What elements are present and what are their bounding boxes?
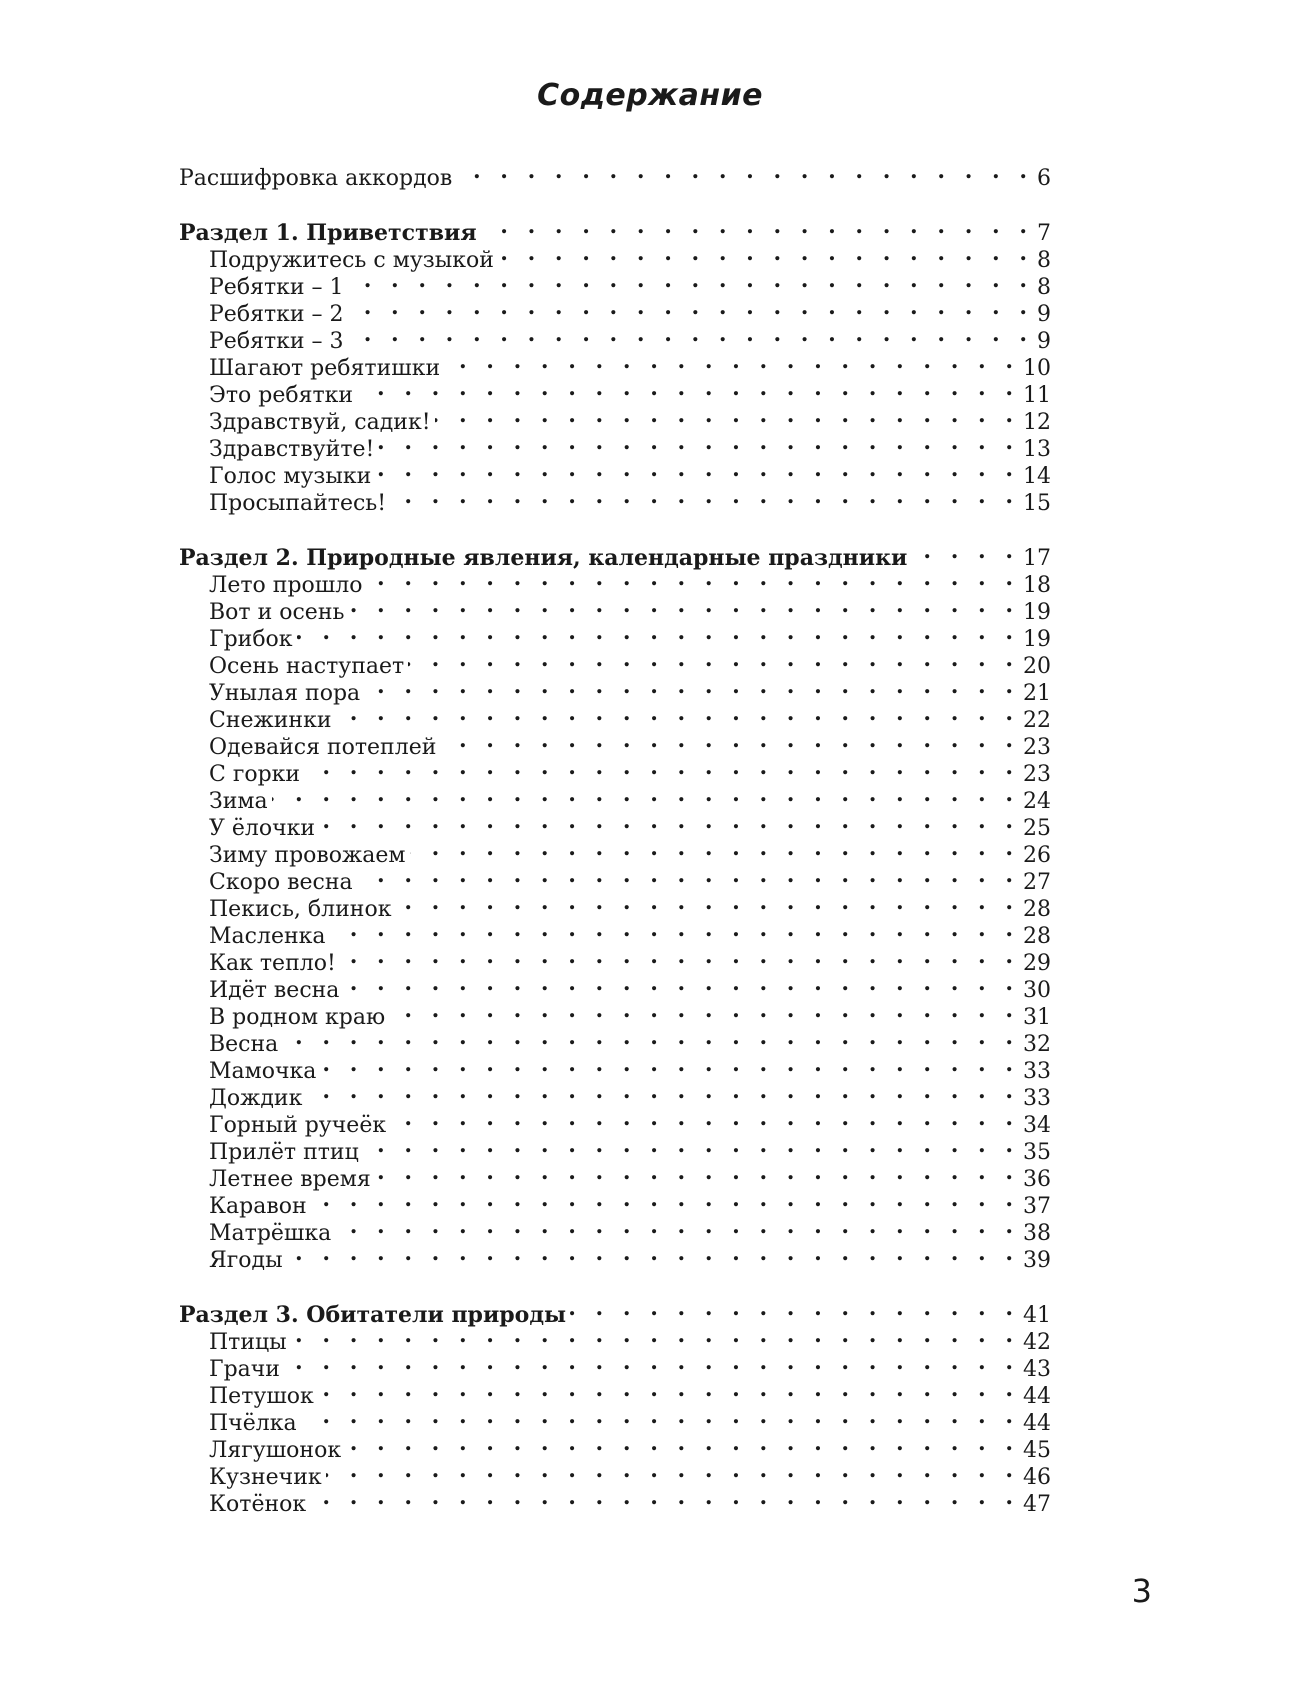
- toc-entry-label: Ребятки – 1: [209, 275, 344, 300]
- toc-entry-label: Лето прошло: [209, 573, 363, 598]
- toc-entry-label: Здравствуйте!: [209, 437, 375, 462]
- dot-leader: [375, 456, 1019, 483]
- dot-leader: [357, 375, 1019, 402]
- dot-leader: [301, 1403, 1019, 1430]
- toc-entry-page: 7: [1037, 221, 1051, 246]
- toc-entry-label: Здравствуй, садик!: [209, 410, 431, 435]
- toc-entry-page: 19: [1023, 627, 1051, 652]
- toc-entry-label: Ягоды: [209, 1248, 283, 1273]
- dot-leader: [319, 808, 1019, 835]
- dot-leader: [410, 835, 1019, 862]
- dot-leader: [375, 1159, 1019, 1186]
- dot-leader: [348, 267, 1033, 294]
- toc-entry-label: Зиму провожаем: [209, 843, 406, 868]
- toc-entry-page: 21: [1023, 681, 1051, 706]
- dot-leader: [297, 619, 1019, 646]
- toc-entry-label: Горный ручеёк: [209, 1113, 387, 1138]
- toc-item[interactable]: [179, 1051, 1051, 1084]
- dot-leader: [357, 862, 1019, 889]
- toc-item[interactable]: [179, 781, 1051, 814]
- toc-entry-page: 9: [1037, 329, 1051, 354]
- toc-entry-page: 44: [1023, 1411, 1051, 1436]
- toc-entry-label: Дождик: [209, 1086, 303, 1111]
- toc-entry-page: 41: [1023, 1303, 1051, 1328]
- toc-item[interactable]: [179, 1105, 1051, 1138]
- toc-entry-label: Прилёт птиц: [209, 1140, 359, 1165]
- toc-entry-page: 12: [1023, 410, 1051, 435]
- toc-entry-label: Раздел 1. Приветствия: [179, 220, 477, 246]
- dot-leader: [306, 1078, 1019, 1105]
- toc-item[interactable]: [179, 1078, 1051, 1111]
- toc-entry-page: 29: [1023, 951, 1051, 976]
- dot-leader: [291, 1322, 1019, 1349]
- dot-leader: [389, 997, 1019, 1024]
- dot-leader: [390, 1105, 1019, 1132]
- page-number: 3: [1131, 1572, 1152, 1610]
- toc-entry-page: 28: [1023, 897, 1051, 922]
- dot-leader: [318, 1376, 1019, 1403]
- toc-entry-page: 11: [1023, 383, 1051, 408]
- toc-entry-page: 14: [1023, 464, 1051, 489]
- dot-leader: [395, 889, 1019, 916]
- section-gap: [179, 1267, 1051, 1295]
- toc-entry-label: Кузнечик: [209, 1465, 322, 1490]
- dot-leader: [335, 1213, 1019, 1240]
- dot-leader: [456, 158, 1033, 185]
- toc-entry-page: 38: [1023, 1221, 1051, 1246]
- toc-entry-label: Птицы: [209, 1330, 287, 1355]
- toc-entry-label: Снежинки: [209, 708, 332, 733]
- dot-leader: [481, 213, 1033, 240]
- toc-entry-label: Зима: [209, 789, 268, 814]
- dot-leader: [348, 321, 1033, 348]
- dot-leader: [326, 1457, 1019, 1484]
- dot-leader: [272, 781, 1019, 808]
- toc-entry-label: Подружитесь с музыкой: [209, 248, 494, 273]
- toc-entry-label: Летнее время: [209, 1167, 371, 1192]
- toc-entry-label: Одевайся потеплей: [209, 735, 437, 760]
- toc-item[interactable]: [179, 1403, 1051, 1436]
- toc-entry-page: 25: [1023, 816, 1051, 841]
- toc-entry-label: Скоро весна: [209, 870, 353, 895]
- toc-entry-page: 34: [1023, 1113, 1051, 1138]
- toc-item[interactable]: [179, 1322, 1051, 1355]
- toc-entry-label: Матрёшка: [209, 1221, 332, 1246]
- toc-entry-page: 37: [1023, 1194, 1051, 1219]
- toc-entry-label: Голос музыки: [209, 464, 372, 489]
- dot-leader: [366, 565, 1019, 592]
- toc-entry-label: Грачи: [209, 1357, 280, 1382]
- dot-leader: [340, 943, 1019, 970]
- toc-item[interactable]: [179, 1430, 1051, 1463]
- dot-leader: [330, 916, 1020, 943]
- toc-entry-page: 27: [1023, 870, 1051, 895]
- dot-leader: [364, 673, 1019, 700]
- toc-item[interactable]: [179, 1240, 1051, 1273]
- toc-entry-label: Масленка: [209, 924, 326, 949]
- dot-leader: [408, 646, 1019, 673]
- toc-entry-label: Вот и осень: [209, 600, 345, 625]
- toc-item[interactable]: [179, 1213, 1051, 1246]
- toc-entry-page: 10: [1023, 356, 1051, 381]
- toc-entry-page: 20: [1023, 654, 1051, 679]
- toc-item[interactable]: [179, 1484, 1051, 1517]
- toc-entry-label: Мамочка: [209, 1059, 317, 1084]
- toc-entry-label: Грибок: [209, 627, 293, 652]
- toc-entry-label: Весна: [209, 1032, 279, 1057]
- toc-entry-label: Лягушонок: [209, 1438, 342, 1463]
- toc-entry-label: Раздел 3. Обитатели природы: [179, 1302, 567, 1328]
- dot-leader: [343, 970, 1019, 997]
- dot-leader: [284, 1349, 1019, 1376]
- dot-leader: [378, 429, 1019, 456]
- dot-leader: [345, 1430, 1019, 1457]
- toc-entry-label: В родном краю: [209, 1005, 386, 1030]
- toc-entry-intro[interactable]: [179, 158, 1051, 191]
- toc-entry-label: С горки: [209, 762, 301, 787]
- toc-item[interactable]: [179, 808, 1051, 841]
- toc-entry-label: У ёлочки: [209, 816, 316, 841]
- toc-entry-page: 26: [1023, 843, 1051, 868]
- toc-item[interactable]: [179, 619, 1051, 652]
- toc-entry-label: Как тепло!: [209, 951, 336, 976]
- toc-entry-page: 36: [1023, 1167, 1051, 1192]
- page-title: Содержание: [537, 78, 763, 113]
- toc-entry-label: Каравон: [209, 1194, 307, 1219]
- toc-entry-label: Осень наступает: [209, 654, 405, 679]
- toc-entry-page: 39: [1023, 1248, 1051, 1273]
- toc-entry-page: 32: [1023, 1032, 1051, 1057]
- toc-entry-page: 6: [1037, 166, 1051, 191]
- toc-entry-page: 24: [1023, 789, 1051, 814]
- toc-item[interactable]: [179, 1024, 1051, 1057]
- toc-section-1[interactable]: [179, 213, 1051, 246]
- toc-entry-label: Петушок: [209, 1384, 314, 1409]
- toc-section-3[interactable]: [179, 1295, 1051, 1328]
- toc-entry-page: 23: [1023, 735, 1051, 760]
- dot-leader: [310, 1484, 1019, 1511]
- dot-leader: [911, 538, 1019, 565]
- toc-entry-page: 30: [1023, 978, 1051, 1003]
- toc-section-2[interactable]: [179, 538, 1051, 571]
- toc-entry-label: Пчёлка: [209, 1411, 297, 1436]
- dot-leader: [440, 727, 1019, 754]
- dot-leader: [348, 592, 1019, 619]
- toc-entry-page: 18: [1023, 573, 1051, 598]
- dot-leader: [311, 1186, 1019, 1213]
- toc-entry-page: 43: [1023, 1357, 1051, 1382]
- dot-leader: [304, 754, 1019, 781]
- toc-entry-page: 47: [1023, 1492, 1051, 1517]
- toc-entry-page: 19: [1023, 600, 1051, 625]
- dot-leader: [444, 348, 1019, 375]
- toc-entry-label: Раздел 2. Природные явления, календарные праздники: [179, 545, 908, 571]
- dot-leader: [336, 700, 1020, 727]
- toc-entry-page: 8: [1037, 248, 1051, 273]
- toc-entry-label: Ребятки – 3: [209, 329, 344, 354]
- toc-entry-page: 42: [1023, 1330, 1051, 1355]
- toc-entry-page: 35: [1023, 1140, 1051, 1165]
- toc-item[interactable]: [179, 1376, 1051, 1409]
- dot-leader: [390, 483, 1019, 510]
- dot-leader: [287, 1240, 1019, 1267]
- toc-entry-label: Шагают ребятишки: [209, 356, 441, 381]
- toc-entry-page: 33: [1023, 1059, 1051, 1084]
- toc-entry-label: Расшифровка аккордов: [179, 166, 453, 191]
- toc-entry-label: Идёт весна: [209, 978, 340, 1003]
- dot-leader: [282, 1024, 1019, 1051]
- toc-entry-page: 9: [1037, 302, 1051, 327]
- toc-entry-page: 23: [1023, 762, 1051, 787]
- toc-entry-page: 44: [1023, 1384, 1051, 1409]
- dot-leader: [498, 240, 1033, 267]
- toc-entry-page: 22: [1023, 708, 1051, 733]
- table-of-contents: [179, 158, 1051, 1517]
- toc-entry-label: Это ребятки: [209, 383, 354, 408]
- toc-entry-page: 15: [1023, 491, 1051, 516]
- dot-leader: [348, 294, 1033, 321]
- toc-item[interactable]: [179, 1186, 1051, 1219]
- toc-entry-page: 28: [1023, 924, 1051, 949]
- dot-leader: [320, 1051, 1019, 1078]
- toc-entry-page: 31: [1023, 1005, 1051, 1030]
- toc-entry-page: 46: [1023, 1465, 1051, 1490]
- dot-leader: [570, 1295, 1019, 1322]
- toc-item[interactable]: [179, 1349, 1051, 1382]
- toc-entry-page: 13: [1023, 437, 1051, 462]
- toc-entry-label: Пекись, блинок: [209, 897, 392, 922]
- toc-entry-label: Ребятки – 2: [209, 302, 344, 327]
- toc-entry-page: 17: [1023, 546, 1051, 571]
- dot-leader: [363, 1132, 1019, 1159]
- dot-leader: [435, 402, 1019, 429]
- toc-entry-label: Котёнок: [209, 1492, 307, 1517]
- toc-entry-page: 8: [1037, 275, 1051, 300]
- toc-entry-page: 33: [1023, 1086, 1051, 1111]
- toc-entry-label: Унылая пора: [209, 681, 361, 706]
- toc-item[interactable]: [179, 754, 1051, 787]
- toc-entry-page: 45: [1023, 1438, 1051, 1463]
- toc-entry-label: Просыпайтесь!: [209, 491, 387, 516]
- toc-item[interactable]: [179, 646, 1051, 679]
